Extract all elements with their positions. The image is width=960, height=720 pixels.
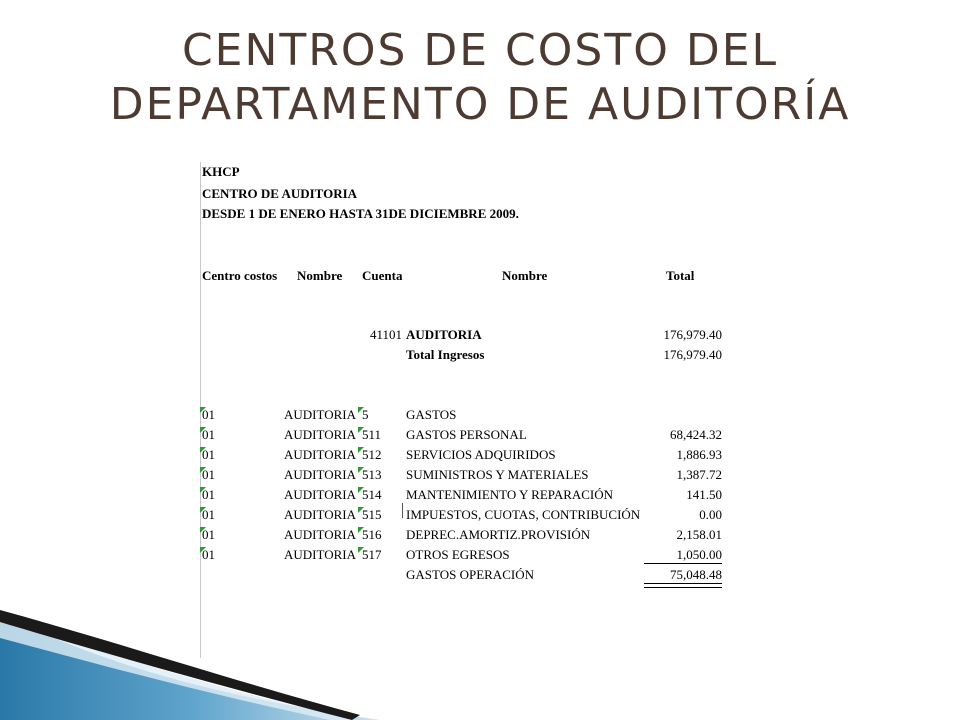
expense-total: 0.00 (699, 507, 722, 522)
cell-marker-icon (358, 467, 364, 473)
expense-total: 141.50 (686, 487, 722, 502)
cell-marker-icon (358, 407, 364, 413)
cell-marker-icon (200, 427, 206, 433)
header-centro-costos: Centro costos (202, 268, 278, 283)
expense-row (200, 507, 760, 527)
total-double-rule (644, 583, 722, 588)
report-center: CENTRO DE AUDITORIA (202, 186, 358, 201)
expense-center-name: AUDITORIA (284, 547, 356, 562)
report-company: KHCP (202, 164, 240, 179)
expense-row (200, 527, 760, 547)
expense-cost-center: 01 (202, 447, 215, 462)
income-total-amount: 176,979.40 (663, 347, 722, 362)
expense-row (200, 427, 760, 447)
expense-account: 5 (362, 407, 369, 422)
expense-cost-center: 01 (202, 527, 215, 542)
expense-cost-center: 01 (202, 407, 215, 422)
expense-row (200, 407, 760, 427)
cell-marker-icon (358, 547, 364, 553)
expense-account: 511 (362, 427, 382, 442)
cell-marker-icon (358, 427, 364, 433)
expense-total: 1,886.93 (676, 447, 722, 462)
expense-center-name: AUDITORIA (284, 507, 356, 522)
cell-marker-icon (200, 467, 206, 473)
operation-total-label: GASTOS OPERACIÓN (406, 567, 534, 582)
expense-total: 2,158.01 (676, 527, 722, 542)
income-account: 41101 (370, 327, 403, 342)
expense-cost-center: 01 (202, 507, 215, 522)
expense-cost-center: 01 (202, 487, 215, 502)
header-nombre-cuenta: Nombre (502, 268, 548, 283)
header-nombre: Nombre (297, 268, 343, 283)
subtotal-rule (644, 563, 722, 564)
cell-marker-icon (200, 527, 206, 533)
cell-marker-icon (358, 507, 364, 513)
expense-account-name: GASTOS (406, 407, 457, 422)
expense-row (200, 447, 760, 467)
expense-account-name: IMPUESTOS, CUOTAS, CONTRIBUCIÓN (406, 507, 641, 522)
expense-account-name: SUMINISTROS Y MATERIALES (406, 467, 589, 482)
income-total-row (200, 347, 760, 367)
cell-marker-icon (358, 447, 364, 453)
expense-cost-center: 01 (202, 547, 215, 562)
text-cursor (402, 503, 403, 518)
income-account-name: AUDITORIA (406, 327, 482, 342)
expense-center-name: AUDITORIA (284, 467, 356, 482)
expense-account: 515 (362, 507, 382, 522)
expense-account-name: GASTOS PERSONAL (406, 427, 527, 442)
expense-center-name: AUDITORIA (284, 407, 356, 422)
cell-marker-icon (200, 547, 206, 553)
income-row (200, 327, 760, 347)
expense-account: 512 (362, 447, 382, 462)
expense-account: 517 (362, 547, 382, 562)
expense-row (200, 487, 760, 507)
report-period: DESDE 1 DE ENERO HASTA 31DE DICIEMBRE 2009. (202, 206, 519, 221)
slide-title-line-2: DEPARTAMENTO DE AUDITORÍA (109, 79, 851, 130)
header-cuenta: Cuenta (362, 268, 403, 283)
expense-total: 1,050.00 (676, 547, 722, 562)
expense-account-name: OTROS EGRESOS (406, 547, 510, 562)
expense-account: 514 (362, 487, 382, 502)
cell-marker-icon (200, 407, 206, 413)
expense-account: 516 (362, 527, 382, 542)
cell-marker-icon (200, 447, 206, 453)
expense-total: 68,424.32 (670, 427, 722, 442)
expense-center-name: AUDITORIA (284, 487, 356, 502)
cell-marker-icon (200, 507, 206, 513)
cell-marker-icon (358, 487, 364, 493)
expense-account-name: DEPREC.AMORTIZ.PROVISIÓN (406, 527, 591, 542)
expense-center-name: AUDITORIA (284, 427, 356, 442)
cell-marker-icon (200, 487, 206, 493)
expense-center-name: AUDITORIA (284, 527, 356, 542)
income-amount: 176,979.40 (663, 327, 722, 342)
income-total-label: Total Ingresos (406, 347, 485, 362)
slide-title (0, 24, 960, 132)
expense-total: 1,387.72 (676, 467, 722, 482)
operation-total-amount: 75,048.48 (670, 567, 722, 582)
expense-account-name: MANTENIMIENTO Y REPARACIÓN (406, 487, 614, 502)
slide-title-line-1: CENTROS DE COSTO DEL (181, 25, 779, 76)
expense-row (200, 467, 760, 487)
expense-row (200, 547, 760, 567)
expense-cost-center: 01 (202, 427, 215, 442)
header-total: Total (666, 268, 695, 283)
expense-cost-center: 01 (202, 467, 215, 482)
expense-center-name: AUDITORIA (284, 447, 356, 462)
decorative-swoosh (0, 580, 380, 720)
cell-marker-icon (358, 527, 364, 533)
expense-account-name: SERVICIOS ADQUIRIDOS (406, 447, 556, 462)
expense-account: 513 (362, 467, 382, 482)
